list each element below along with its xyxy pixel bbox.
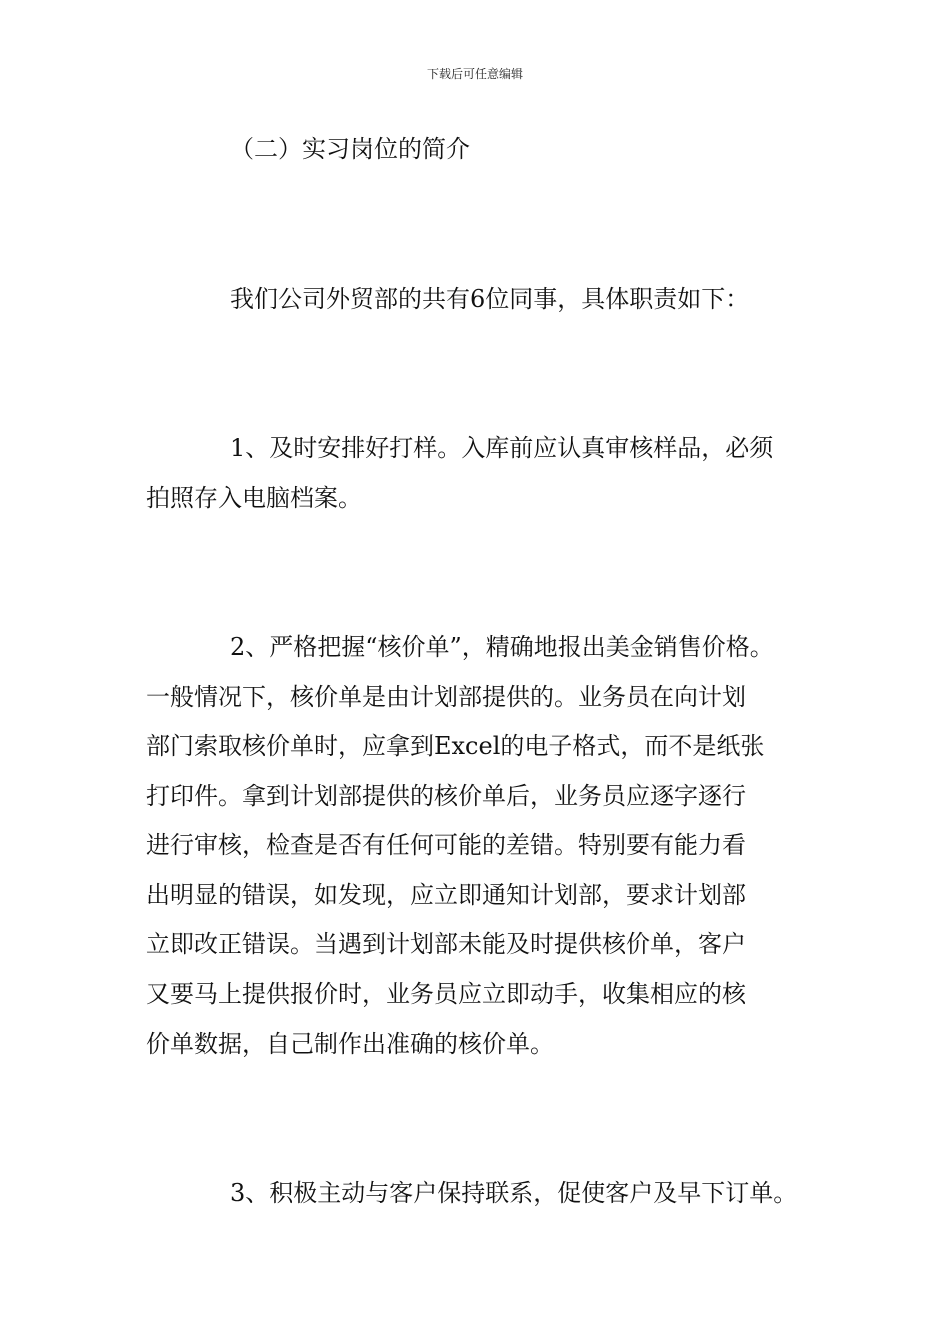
text-line: 2、严格把握“核价单”，精确地报出美金销售价格。 [230, 633, 774, 661]
section-heading: （二）实习岗位的简介 [230, 135, 470, 163]
text-line: 出明显的错误，如发现，应立即通知计划部，要求计划部 [146, 881, 746, 909]
text-line: 又要马上提供报价时，业务员应立即动手，收集相应的核 [146, 980, 746, 1008]
text-line: 3、积极主动与客户保持联系，促使客户及早下订单。 [230, 1179, 798, 1207]
text-line: 1、及时安排好打样。入库前应认真审核样品，必须 [230, 434, 774, 462]
page-header-note: 下载后可任意编辑 [426, 67, 523, 81]
text-line: 价单数据，自己制作出准确的核价单。 [146, 1030, 554, 1058]
text-line: 进行审核，检查是否有任何可能的差错。特别要有能力看 [146, 831, 746, 859]
text-line: 拍照存入电脑档案。 [146, 484, 362, 512]
text-line: 立即改正错误。当遇到计划部未能及时提供核价单，客户 [146, 930, 746, 958]
text-line: 打印件。拿到计划部提供的核价单后，业务员应逐字逐行 [146, 782, 746, 810]
text-line: 部门索取核价单时，应拿到Excel的电子格式，而不是纸张 [146, 732, 765, 760]
text-line: 一般情况下，核价单是由计划部提供的。业务员在向计划 [146, 683, 746, 711]
intro-paragraph: 我们公司外贸部的共有6位同事，具体职责如下： [230, 285, 750, 313]
